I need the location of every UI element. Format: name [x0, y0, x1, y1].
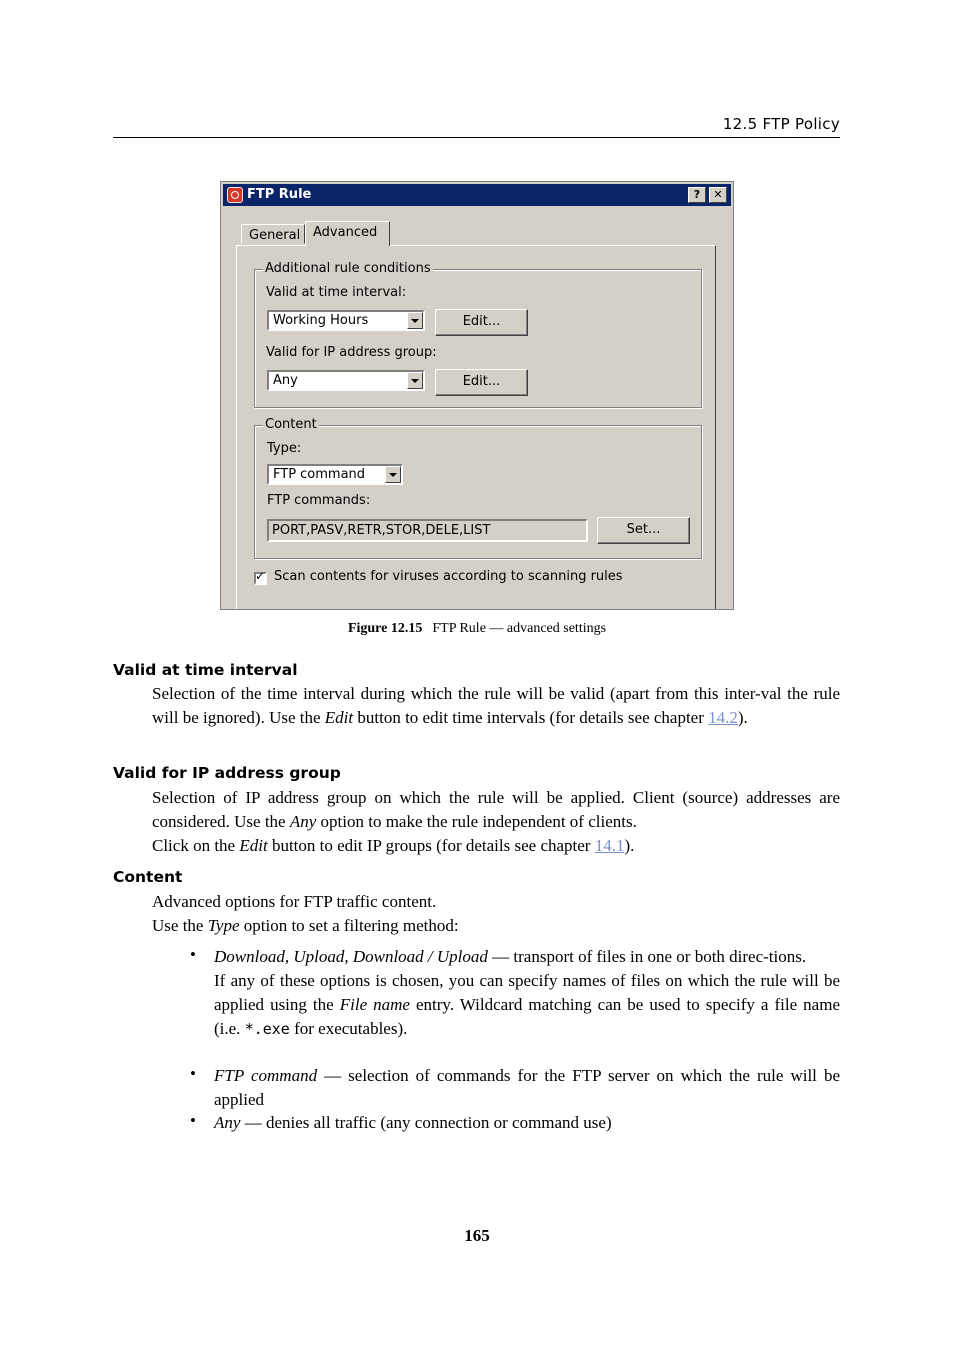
ip-group-value: Any [273, 373, 298, 388]
type-value: FTP command [273, 467, 366, 482]
chevron-down-icon[interactable] [407, 372, 423, 389]
bullet-marker: • [190, 945, 196, 964]
figure-caption-text: FTP Rule — advanced settings [432, 621, 607, 636]
dialog-titlebar [223, 184, 731, 206]
dialog-title: FTP Rule [247, 187, 312, 202]
additional-conditions-group [254, 261, 702, 408]
tab-advanced[interactable]: Advanced [305, 221, 390, 246]
ip-group-description [152, 786, 840, 858]
content-group [254, 417, 702, 559]
figure-caption [0, 621, 954, 637]
scan-viruses-checkbox[interactable] [254, 572, 267, 585]
text-run: Selection of IP address group on which the rule will be applied. Client (source) addresses are considered. Use the [152, 788, 840, 831]
type-combo[interactable] [267, 464, 403, 485]
emphasis: Any [214, 1113, 241, 1132]
set-commands-button[interactable]: Set... [597, 517, 690, 544]
time-interval-value: Working Hours [273, 313, 369, 328]
list-item-any [214, 1111, 840, 1135]
page-number: 165 [464, 1226, 490, 1245]
bullet-marker: • [190, 1064, 196, 1083]
text-run: button to edit IP groups (for details see chapter [267, 836, 595, 855]
close-button[interactable]: ✕ [709, 187, 727, 203]
text-run: ). [624, 836, 635, 855]
text-run: option to set a filtering method: [239, 916, 459, 935]
chapter-link[interactable]: 14.1 [594, 836, 625, 855]
text-run: ). [737, 708, 748, 727]
text-run: If any of these options is chosen, you can specify names of files on which the rule will be applied using the [214, 971, 840, 1014]
text-run: — selection of commands for the FTP server on which the rule will be applied [214, 1066, 841, 1109]
text-run: Advanced options for FTP traffic content. [152, 892, 437, 911]
text-run: — transport of files in one or both direc-tions. [487, 947, 807, 966]
emphasis: Any [289, 812, 317, 831]
advanced-tab-panel [236, 245, 716, 610]
emphasis: Type [207, 916, 240, 935]
text-run: option to make the rule independent of clients. [316, 812, 637, 831]
text-run: entry. Wildcard matching can be used to specify a file name (i.e. [214, 995, 840, 1038]
content-description [152, 890, 840, 938]
text-run: Use the [152, 916, 208, 935]
content-group-legend: Content [265, 417, 317, 432]
chevron-down-icon[interactable] [385, 466, 401, 483]
conditions-group-legend: Additional rule conditions [265, 261, 431, 276]
emphasis: Edit [324, 708, 354, 727]
ftp-commands-field[interactable]: PORT,PASV,RETR,STOR,DELE,LIST [267, 519, 588, 542]
emphasis: Download, Upload, Download / Upload [214, 947, 488, 966]
time-interval-label: Valid at time interval: [266, 285, 407, 300]
tab-general[interactable]: General [241, 224, 305, 244]
chevron-down-icon[interactable] [407, 312, 423, 329]
emphasis: FTP command [214, 1066, 318, 1085]
ftp-commands-label: FTP commands: [267, 493, 371, 508]
text-run: for executables). [289, 1019, 408, 1038]
bullet-marker: • [190, 1111, 196, 1130]
text-run: Selection of the time interval during which the rule will be valid (apart from this inter-val the rule will be ignored). Use the [152, 684, 840, 727]
running-header [113, 112, 840, 138]
heading-valid-at-time-interval: Valid at time interval [113, 661, 298, 679]
list-item-download-upload [214, 945, 840, 1041]
time-edit-button[interactable]: Edit... [435, 309, 528, 336]
ip-edit-button[interactable]: Edit... [435, 369, 528, 396]
heading-valid-for-ip-group: Valid for IP address group [113, 764, 341, 782]
heading-content: Content [113, 868, 183, 886]
time-interval-description [152, 682, 840, 730]
emphasis: File name [339, 995, 410, 1014]
chapter-link[interactable]: 14.2 [708, 708, 738, 727]
text-run: button to edit time intervals (for details see chapter [353, 708, 709, 727]
ftp-rule-dialog-screenshot [220, 181, 734, 610]
scan-viruses-label: Scan contents for viruses according to scanning rules [274, 569, 623, 584]
text-run: Click on the [152, 836, 240, 855]
ip-group-label: Valid for IP address group: [266, 345, 437, 360]
list-item-ftp-command [214, 1064, 840, 1112]
time-interval-combo[interactable] [267, 310, 425, 331]
figure-number: Figure 12.15 [347, 621, 423, 636]
text-run: — denies all traffic (any connection or command use) [240, 1113, 612, 1132]
emphasis: Edit [239, 836, 268, 855]
help-button[interactable]: ? [688, 187, 706, 203]
type-label: Type: [267, 441, 302, 456]
app-icon [227, 187, 243, 203]
code-snippet: *.exe [244, 1020, 290, 1038]
running-title: 12.5 FTP Policy [722, 115, 840, 133]
ip-group-combo[interactable] [267, 370, 425, 391]
